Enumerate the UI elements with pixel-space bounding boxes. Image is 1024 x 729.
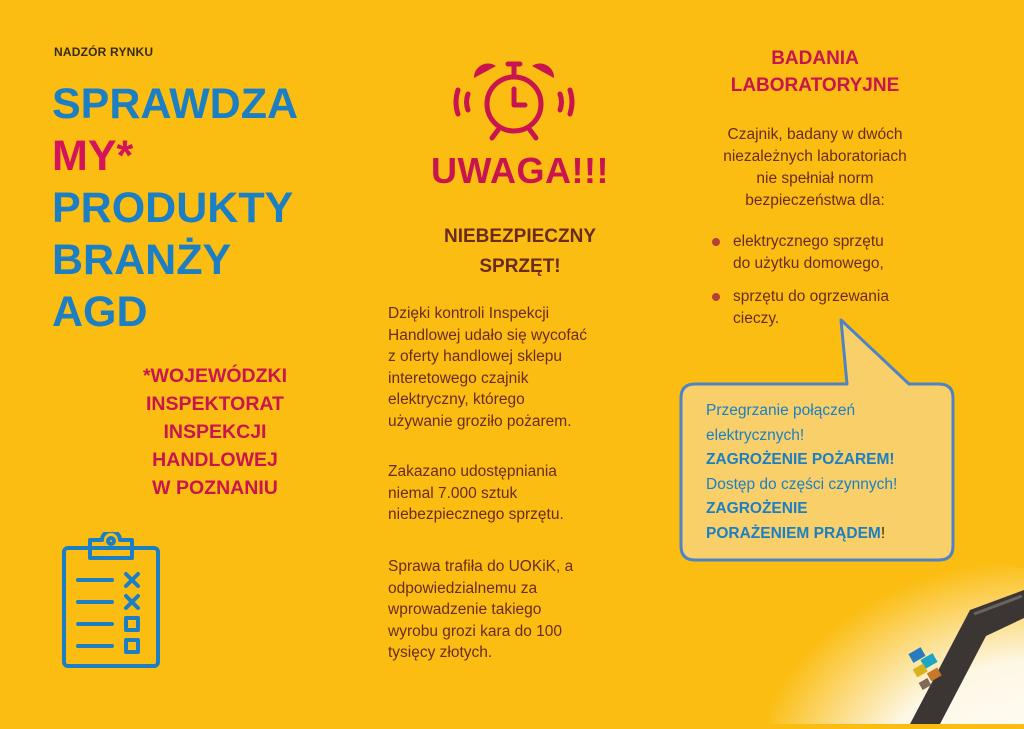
main-headline bbox=[52, 78, 298, 338]
paragraph-line: Sprawa trafiła do UOKiK, a bbox=[388, 558, 574, 575]
paragraph-line: wyrobu grozi kara do 100 bbox=[388, 622, 563, 640]
alert-paragraph-1 bbox=[388, 303, 648, 432]
paragraph-line: wprowadzenie takiego bbox=[388, 601, 542, 618]
subtitle-line: SPRZĘT! bbox=[479, 256, 561, 277]
alert-paragraph-3 bbox=[388, 556, 648, 664]
paragraph-line: niebezpiecznego sprzętu. bbox=[388, 506, 564, 523]
lab-title bbox=[690, 45, 940, 99]
lab-intro-line: Czajnik, badany w dwóch bbox=[727, 126, 903, 143]
paragraph-line: Handlowej udało się wycofać bbox=[388, 326, 588, 344]
lab-title-line: BADANIA bbox=[771, 48, 859, 69]
lab-intro-line: bezpieczeństwa dla: bbox=[745, 192, 885, 209]
paragraph-line: interetowego czajnik bbox=[388, 369, 529, 387]
bubble-line-emphasis: ZAGROŻENIE POŻAREM! bbox=[706, 451, 895, 468]
section-kicker: NADZÓR RYNKU bbox=[54, 45, 154, 59]
paragraph-line: Dzięki kontroli Inspekcji bbox=[388, 305, 550, 322]
bubble-line: Przegrzanie połączeń bbox=[706, 402, 856, 419]
paragraph-line: Zakazano udostępniania bbox=[388, 463, 557, 480]
bullet-dot-icon bbox=[712, 293, 720, 301]
paragraph-line: z oferty handlowej sklepu bbox=[388, 348, 563, 365]
bullet-line: cieczy. bbox=[733, 310, 780, 327]
bullet-dot-icon bbox=[712, 238, 720, 246]
institution-line: *WOJEWÓDZKI bbox=[142, 365, 288, 387]
bubble-line-emphasis: ZAGROŻENIE bbox=[706, 500, 808, 517]
bullet-line: elektrycznego sprzętu bbox=[733, 233, 884, 250]
bubble-warning-text bbox=[706, 399, 956, 546]
bullet-line: sprzętu do ogrzewania bbox=[733, 288, 889, 305]
clipboard-checklist-icon bbox=[60, 532, 164, 677]
lab-title-line: LABORATORYJNE bbox=[730, 75, 900, 96]
bubble-exclamation: ! bbox=[880, 524, 886, 542]
institution-name bbox=[120, 362, 310, 502]
bubble-emphasis-text: PORAŻENIEM PRĄDEM bbox=[706, 524, 881, 542]
paragraph-line: używanie groziło pożarem. bbox=[388, 412, 572, 430]
bubble-line: elektrycznych! bbox=[706, 426, 805, 444]
headline-line: AGD bbox=[52, 288, 148, 336]
institution-line: W POZNANIU bbox=[152, 477, 278, 499]
institution-line: INSPEKTORAT bbox=[146, 393, 284, 415]
lab-intro-line: niezależnych laboratoriach bbox=[723, 148, 907, 165]
bullet-line: do użytku domowego, bbox=[733, 255, 884, 272]
alert-subtitle bbox=[395, 222, 645, 282]
lab-intro-line: nie spełniał norm bbox=[756, 170, 874, 187]
institution-line: HANDLOWEJ bbox=[152, 449, 278, 471]
headline-line: BRANŻY bbox=[52, 236, 232, 284]
headline-line-highlight: MY* bbox=[52, 132, 134, 180]
paragraph-line: niemal 7.000 sztuk bbox=[388, 484, 518, 502]
alert-paragraph-2 bbox=[388, 461, 648, 526]
paragraph-line: odpowiedzialnemu za bbox=[388, 579, 538, 597]
lab-bullet-item bbox=[712, 231, 942, 275]
headline-line: PRODUKTY bbox=[52, 184, 294, 232]
bubble-line-emphasis-row bbox=[706, 522, 956, 547]
subtitle-line: NIEBEZPIECZNY bbox=[443, 226, 597, 247]
alarm-clock-icon bbox=[452, 56, 576, 147]
bubble-line: Dostęp do części czynnych! bbox=[706, 475, 898, 493]
institution-line: INSPEKCJI bbox=[163, 421, 267, 443]
alert-title: UWAGA!!! bbox=[431, 150, 609, 191]
paragraph-line: tysięcy złotych. bbox=[388, 644, 493, 661]
paragraph-line: elektryczny, którego bbox=[388, 391, 525, 408]
headline-line: SPRAWDZA bbox=[52, 80, 299, 128]
lab-intro bbox=[690, 124, 940, 212]
